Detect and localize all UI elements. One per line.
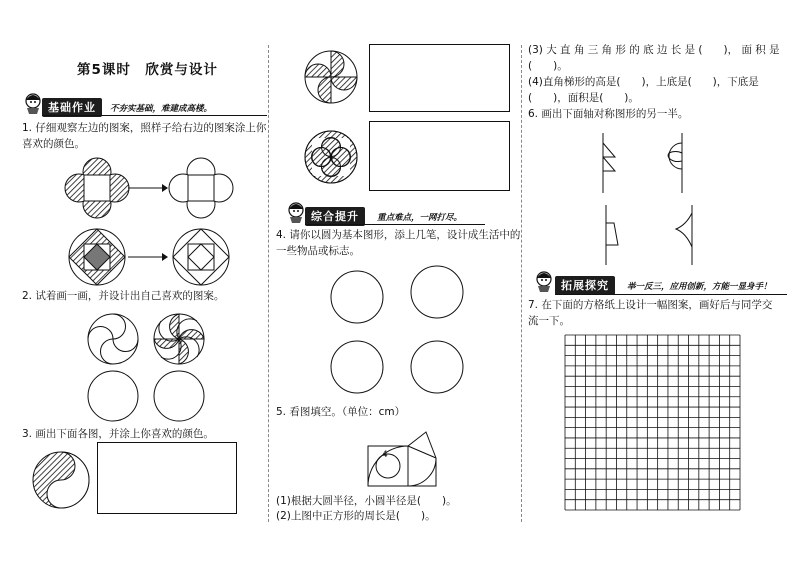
question-1-line-1: 1. 仔细观察左边的图案，照样子给右边的图案涂上你 <box>22 122 267 134</box>
q3-drawing-box[interactable] <box>97 442 237 514</box>
q1-target-pattern-1 <box>168 158 234 218</box>
q7-grid-paper[interactable] <box>565 335 741 511</box>
section-header-basic <box>22 96 267 116</box>
q6-half-figure-3 <box>600 205 630 265</box>
question-7-line-1: 7. 在下面的方格纸上设计一幅图案，画好后与同学交 <box>528 299 773 311</box>
question-4-line-1: 4. 请你以圆为基本图形，添上几笔，设计成生活中的 <box>276 229 521 241</box>
question-1-line-2: 喜欢的颜色。 <box>22 138 85 150</box>
section-tagline-basic: 不夯实基础，难建成高楼。 <box>110 104 213 114</box>
question-3: 3. 画出下面各图，并涂上你喜欢的颜色。 <box>22 428 214 440</box>
q2-empty-circle-2[interactable] <box>153 370 205 422</box>
mascot-icon <box>533 270 555 292</box>
section-header-advanced <box>285 205 515 225</box>
q5-geometry-figure <box>366 428 438 490</box>
question-5-part-4-line-1: (4)直角梯形的高是( )，上底是( )，下底是 <box>528 76 759 88</box>
q3-drawing-box-2[interactable] <box>369 44 510 112</box>
q2-swirl-pattern <box>153 313 205 365</box>
arrow-icon <box>128 183 168 193</box>
q1-example-pattern-1 <box>64 158 130 218</box>
q2-empty-circle-1[interactable] <box>87 370 139 422</box>
q6-half-figure-1 <box>600 133 620 193</box>
section-underline <box>555 294 787 295</box>
q4-circle-3[interactable] <box>330 340 384 394</box>
question-4-line-2: 一些物品或标志。 <box>276 245 360 257</box>
question-5-part-2: (2)上图中正方形的周长是( )。 <box>276 510 436 522</box>
question-5-part-3-line-2: ( )。 <box>528 60 568 72</box>
section-header-explore <box>533 273 788 295</box>
mascot-icon <box>22 92 44 114</box>
question-5: 5. 看图填空。（单位：cm） <box>276 406 406 418</box>
q3-drawing-box-3[interactable] <box>369 121 510 191</box>
q3-swirl-pattern-a <box>304 50 358 104</box>
q6-half-figure-2 <box>660 133 690 193</box>
q6-half-figure-4 <box>670 205 700 265</box>
question-6: 6. 画出下面轴对称图形的另一半。 <box>528 108 689 120</box>
section-tagline-explore: 举一反三，应用创新，方能一显身手！ <box>627 282 772 292</box>
section-underline <box>305 224 485 225</box>
section-label-basic: 基础作业 <box>42 98 102 117</box>
q1-target-pattern-2 <box>171 227 231 287</box>
column-divider-right <box>521 45 522 522</box>
lesson-title: 第5课时 欣赏与设计 <box>77 62 218 78</box>
arrow-icon <box>128 252 168 262</box>
question-5-part-3-line-1: (3) 大 直 角 三 角 形 的 底 边 长 是 ( )， 面 积 是 <box>528 44 780 56</box>
q3-flower-pattern <box>304 130 358 184</box>
section-label-advanced: 综合提升 <box>305 207 365 226</box>
question-7-line-2: 流一下。 <box>528 315 570 327</box>
section-underline <box>42 115 267 116</box>
question-5-part-4-line-2: ( )，面积是( )。 <box>528 92 639 104</box>
q4-circle-1[interactable] <box>330 270 384 324</box>
question-2: 2. 试着画一画，并设计出自己喜欢的图案。 <box>22 290 225 302</box>
column-divider-left <box>268 45 269 522</box>
q3-yin-yang-pattern <box>31 450 91 510</box>
q5-figure-label: 4 <box>382 450 388 460</box>
question-5-part-1: (1)根据大圆半径，小圆半径是( )。 <box>276 495 457 507</box>
q4-circle-4[interactable] <box>410 340 464 394</box>
mascot-icon <box>285 201 307 223</box>
q2-petal-pattern <box>87 313 139 365</box>
section-label-explore: 拓展探究 <box>555 276 615 295</box>
section-tagline-advanced: 重点难点，一网打尽。 <box>377 213 463 223</box>
q4-circle-2[interactable] <box>410 265 464 319</box>
q1-example-pattern-2 <box>67 227 127 287</box>
